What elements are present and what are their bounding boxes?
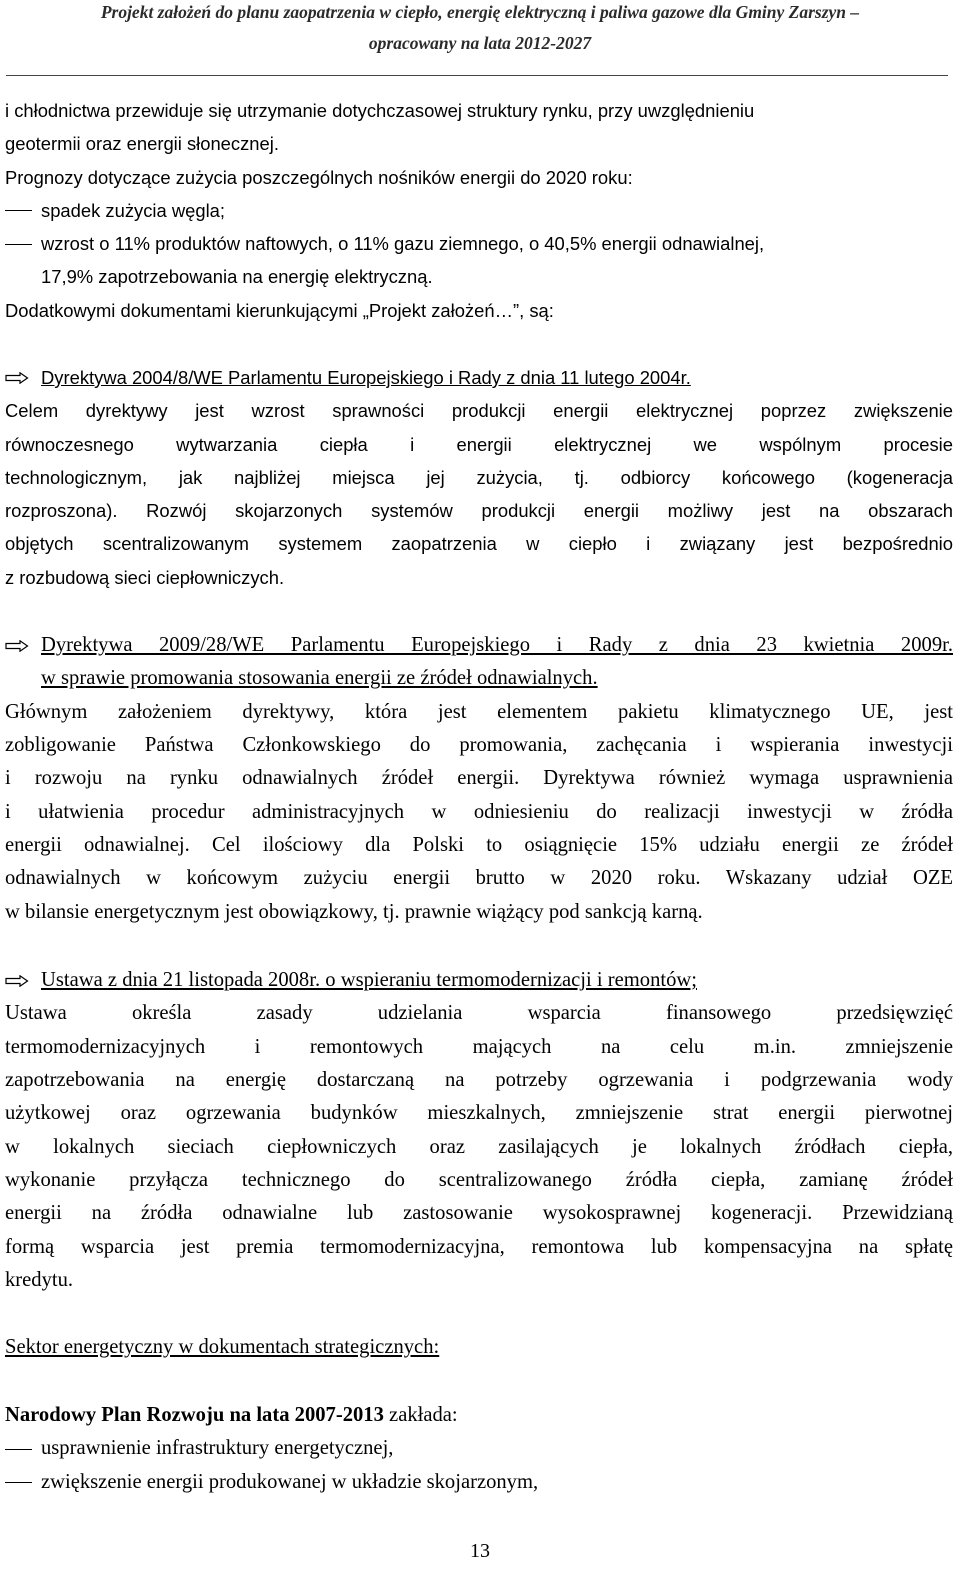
directive-2004-title: Dyrektywa 2004/8/WE Parlamentu Europejskiego i Rady z dnia 11 lutego 2004r. (41, 367, 691, 388)
npr-bullet: zwiększenie energii produkowanej w układzie skojarzonym, (5, 1466, 953, 1499)
running-header-title: Projekt założeń do planu zaopatrzenia w ciepło, energię elektryczną i paliwa gazowe dla Gminy Zarszyn – (100, 2, 860, 22)
act-title-row (5, 964, 953, 997)
directive-2009-body: Głównym założeniem dyrektywy, która jest elementem pakietu klimatycznego UE, jest zobligowanie Państwa Członkowskiego do promowania, zachęcania i wspierania inwestycji i rozwoju na rynku odnawialnych źródeł energii. Dyrektywa również wymaga usprawnienia i ułatwienia procedur administracyjnych w odniesieniu do realizacji inwestycji w źródła energii odnawialnej. Cel ilościowy dla Polski to osiągnięcie 15% udziału energii ze źródeł odnawialnych w końcowym zużyciu energii brutto w 2020 roku. Wskazany udział OZE w bilansie energetycznym jest obowiązkowy, tj. prawnie wiążący pod sankcją karną. (5, 700, 953, 923)
intro-line: geotermii oraz energii słonecznej. (5, 133, 279, 155)
directive-2004-section (5, 361, 953, 594)
dash-bullet-icon (5, 244, 32, 245)
forecast-bullet: wzrost o 11% produktów naftowych, o 11% gazu ziemnego, o 40,5% energii odnawialnej, 17,9% zapotrzebowania na energię elektryczną. (5, 227, 953, 294)
intro-section (5, 94, 953, 327)
right-arrow-icon (5, 964, 31, 997)
running-header-subtitle: opracowany na lata 2012-2027 (368, 33, 592, 53)
dash-bullet-icon (5, 210, 32, 211)
page-number: 13 (470, 1540, 490, 1562)
npr-title: Narodowy Plan Rozwoju na lata 2007-2013 zakłada: (5, 1404, 458, 1426)
directive-2004-body: Celem dyrektywy jest wzrost sprawności produkcji energii elektrycznej poprzez zwiększenie równoczesnego wytwarzania ciepła i energii elektrycznej we wspólnym procesie technologicznym, jak najbliżej miejsca jej zużycia, tj. odbiorcy końcowego (kogeneracja rozproszona). Rozwój skojarzonych systemów produkcji energii możliwy jest na obszarach objętych scentralizowanym systemem zaopatrzenia w ciepło i związany jest bezpośrednio z rozbudową sieci ciepłowniczych. (5, 400, 953, 588)
forecast-bullet: spadek zużycia węgla; (5, 194, 953, 227)
sector-section (5, 1331, 953, 1364)
act-title: Ustawa z dnia 21 listopada 2008r. o wspieraniu termomodernizacji i remontów; (41, 969, 697, 991)
directive-2009-title: Dyrektywa 2009/28/WE Parlamentu Europejskiego i Rady z dnia 23 kwietnia 2009r. (41, 634, 953, 656)
dash-bullet-icon (5, 1449, 32, 1450)
npr-section (5, 1399, 953, 1499)
sector-heading: Sektor energetyczny w dokumentach strategicznych: (5, 1336, 440, 1358)
right-arrow-icon (5, 629, 31, 662)
directive-2009-title-cont: w sprawie promowania stosowania energii ze źródeł odnawialnych. (41, 667, 598, 690)
directive-2004-title-row (5, 361, 953, 394)
documents-intro: Dodatkowymi dokumentami kierunkującymi „Projekt założeń…”, są: (5, 299, 554, 321)
npr-bullet: usprawnienie infrastruktury energetycznej, (5, 1432, 953, 1465)
directive-2009-section (5, 629, 953, 929)
right-arrow-icon (5, 361, 31, 394)
directive-2009-title-row (5, 629, 953, 696)
dash-bullet-icon (5, 1482, 32, 1483)
header-divider (6, 75, 948, 76)
act-section (5, 964, 953, 1297)
forecast-heading: Prognozy dotyczące zużycia poszczególnych nośników energii do 2020 roku: (5, 166, 633, 188)
act-body: Ustawa określa zasady udzielania wsparcia finansowego przedsięwzięć termomodernizacyjnych i remontowych mających na celu m.in. zmniejszenie zapotrzebowania na energię dostarczaną na potrzeby ogrzewania i podgrzewania wody użytkowej oraz ogrzewania budynków mieszkalnych, zmniejszenie strat energii pierwotnej w lokalnych sieciach ciepłowniczych oraz zasilających je lokalnych źródłach ciepła, wykonanie przyłącza technicznego do scentralizowanego źródła ciepła, zamianę źródeł energii na źródła odnawialne lub zastosowanie wysokosprawnej kogeneracji. Przewidzianą formą wsparcia jest premia termomodernizacyjna, remontowa lub kompensacyjna na spłatę kredytu. (5, 1002, 953, 1292)
intro-line: i chłodnictwa przewiduje się utrzymanie dotychczasowej struktury rynku, przy uwzględnieniu (5, 100, 755, 121)
